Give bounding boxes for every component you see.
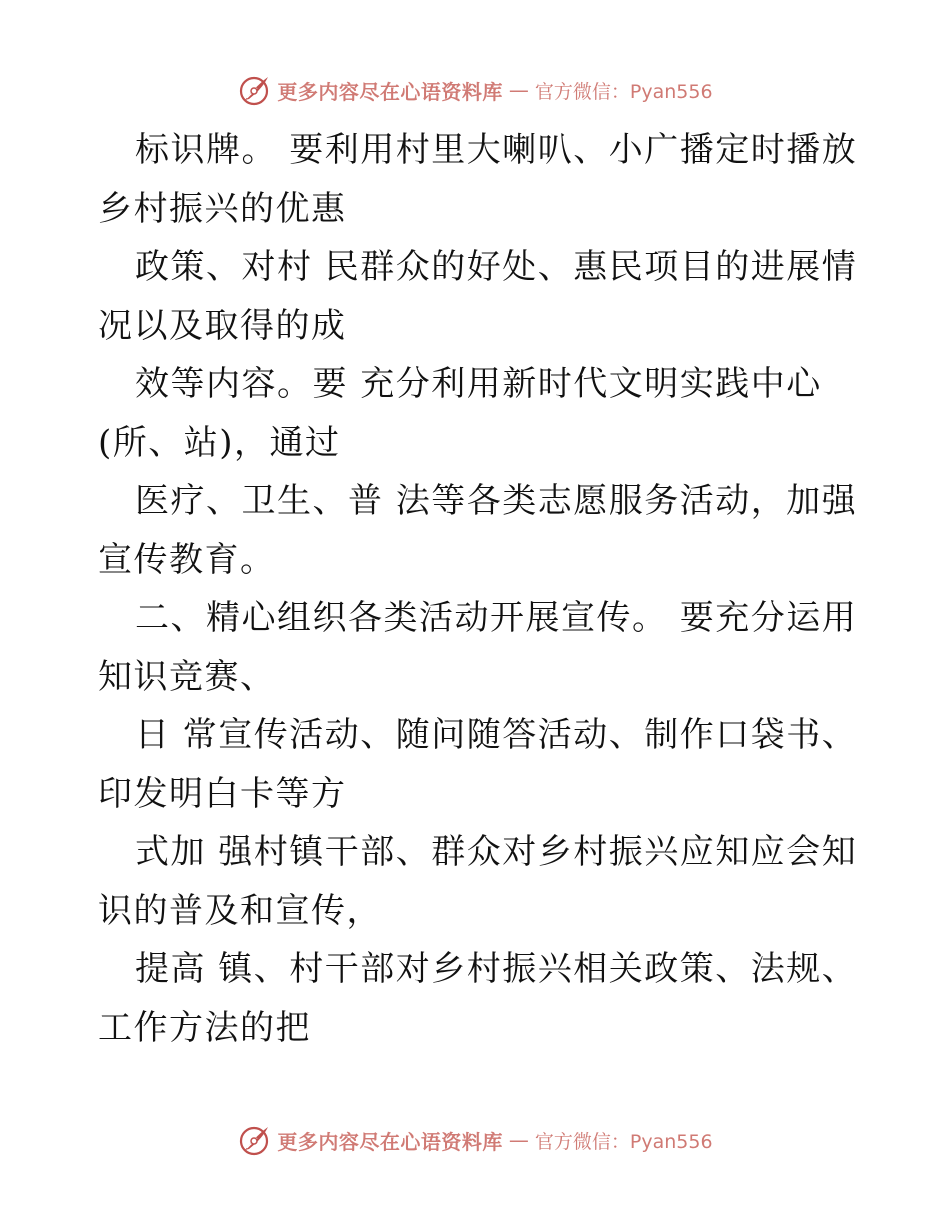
body-line-12: 印发明白卡等方 — [98, 773, 347, 814]
header-banner-wechat: 官方微信：Pyan556 — [534, 80, 713, 103]
body-line-14: 识的普及和宣传， — [98, 890, 382, 931]
body-line-6: (所、站)，通过 — [98, 422, 341, 463]
footer-banner-inner — [237, 1123, 712, 1157]
header-banner-text: 更多内容尽在心语资料库 — [277, 79, 503, 104]
quill-pen-logo-icon — [237, 73, 271, 107]
body-line-11: 日 常宣传活动、随问随答活动、制作口袋书、 — [135, 715, 858, 755]
footer-banner-wechat: 官方微信：Pyan556 — [534, 1130, 713, 1153]
body-line-4: 况以及取得的成 — [98, 305, 347, 346]
header-banner — [0, 70, 950, 110]
footer-banner-text: 更多内容尽在心语资料库 — [277, 1129, 503, 1154]
header-banner-inner — [237, 73, 712, 107]
body-line-9: 二、精心组织各类活动开展宣传。 要充分运用 — [135, 598, 858, 638]
body-line-10: 知识竞赛、 — [98, 656, 276, 697]
quill-pen-logo-icon — [237, 1123, 271, 1157]
footer-banner-separator: — — [508, 1128, 529, 1152]
body-line-2: 乡村振兴的优惠 — [98, 188, 347, 229]
body-line-3: 政策、对村 民群众的好处、惠民项目的进展情 — [135, 247, 858, 287]
header-banner-separator: — — [508, 78, 529, 102]
body-line-1: 标识牌。 要利用村里大喇叭、小广播定时播放 — [135, 130, 858, 170]
document-body — [98, 121, 858, 1057]
body-line-13: 式加 强村镇干部、群众对乡村振兴应知应会知 — [135, 832, 858, 872]
body-line-15: 提高 镇、村干部对乡村振兴相关政策、法规、 — [135, 949, 858, 989]
body-line-8: 宣传教育。 — [98, 539, 276, 580]
body-line-5: 效等内容。要 充分利用新时代文明实践中心 — [135, 364, 822, 404]
footer-banner — [0, 1120, 950, 1160]
body-line-7: 医疗、卫生、普 法等各类志愿服务活动，加强 — [135, 481, 858, 521]
body-line-16: 工作方法的把 — [98, 1007, 311, 1048]
